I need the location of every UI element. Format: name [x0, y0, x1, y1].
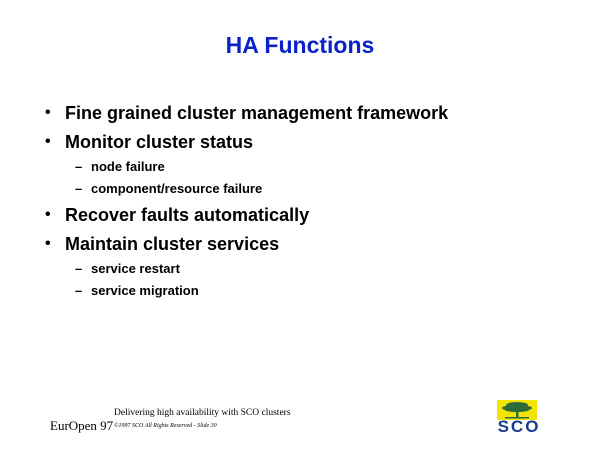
bullet-text: Fine grained cluster management framework — [65, 103, 449, 123]
sco-logo — [494, 398, 544, 438]
sub-bullet-text: component/resource failure — [91, 181, 263, 196]
sub-bullet-text: service migration — [91, 283, 199, 298]
sub-bullet-dash: – — [75, 283, 83, 298]
sub-bullet-dash: – — [75, 181, 83, 196]
bullet-dot: • — [45, 133, 51, 150]
bullet-dot: • — [45, 206, 51, 223]
footer-tagline: Delivering high availability with SCO clusters — [114, 408, 291, 418]
sub-bullet-dash: – — [75, 159, 83, 174]
bullet-dot: • — [45, 104, 51, 121]
bullet-dot: • — [45, 235, 51, 252]
bullet-text: Maintain cluster services — [65, 234, 280, 254]
footer-copyright: ©1997 SCO All Rights Reserved - Slide 30 — [114, 423, 217, 429]
slide-title: HA Functions — [225, 32, 375, 58]
sub-bullet-text: node failure — [91, 159, 165, 174]
bullet-text: Recover faults automatically — [65, 205, 310, 225]
bullet-text: Monitor cluster status — [65, 132, 254, 152]
logo-text: SCO — [497, 417, 541, 436]
sub-bullet-dash: – — [75, 261, 83, 276]
sub-bullet-text: service restart — [91, 261, 180, 276]
footer-event: EurOpen 97 — [50, 418, 114, 433]
